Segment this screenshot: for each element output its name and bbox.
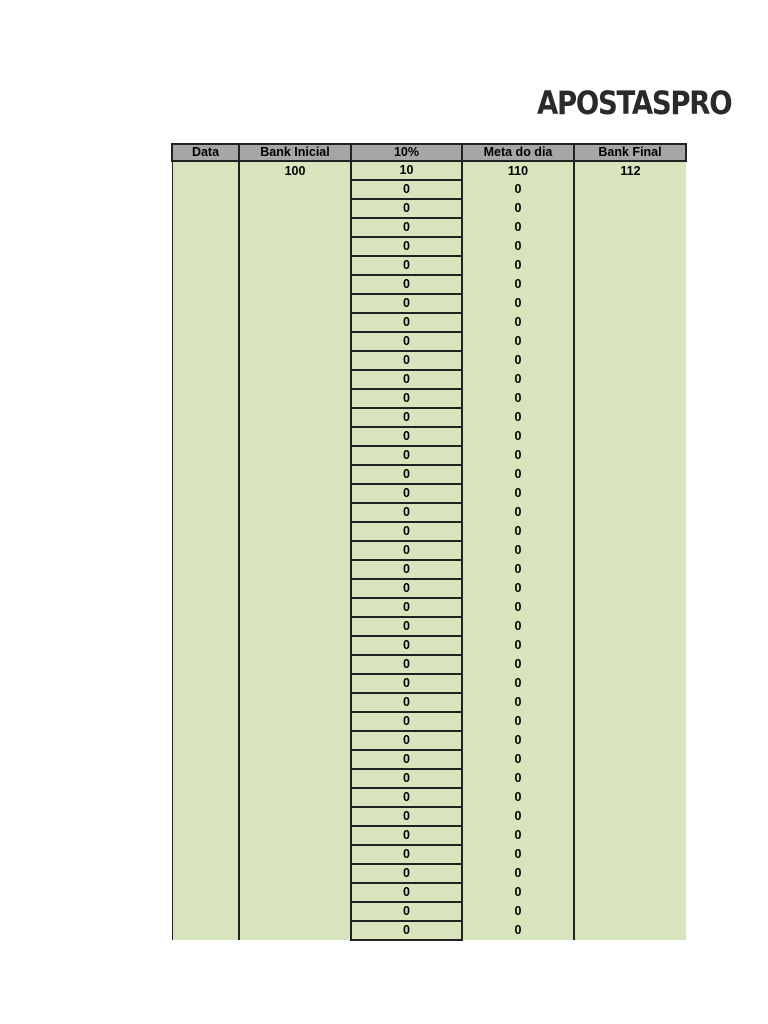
cell-data[interactable] [172, 427, 239, 446]
cell-data[interactable] [172, 161, 239, 180]
cell-bank-final[interactable] [574, 237, 686, 256]
cell-bank-final[interactable] [574, 579, 686, 598]
cell-pct[interactable]: 0 [351, 541, 462, 560]
cell-bank-inicial[interactable] [239, 712, 351, 731]
cell-bank-inicial[interactable] [239, 180, 351, 199]
cell-bank-final[interactable] [574, 712, 686, 731]
cell-meta-do-dia[interactable]: 0 [462, 731, 574, 750]
cell-bank-final[interactable] [574, 522, 686, 541]
cell-meta-do-dia[interactable]: 0 [462, 617, 574, 636]
cell-data[interactable] [172, 408, 239, 427]
cell-data[interactable] [172, 503, 239, 522]
cell-data[interactable] [172, 256, 239, 275]
cell-pct[interactable]: 0 [351, 883, 462, 902]
cell-meta-do-dia[interactable]: 0 [462, 598, 574, 617]
cell-meta-do-dia[interactable]: 0 [462, 636, 574, 655]
cell-data[interactable] [172, 313, 239, 332]
cell-data[interactable] [172, 370, 239, 389]
cell-meta-do-dia[interactable]: 0 [462, 389, 574, 408]
cell-pct[interactable]: 0 [351, 218, 462, 237]
cell-bank-final[interactable] [574, 731, 686, 750]
cell-meta-do-dia[interactable]: 0 [462, 427, 574, 446]
table-row [172, 750, 686, 769]
cell-bank-inicial[interactable] [239, 237, 351, 256]
cell-bank-inicial[interactable] [239, 769, 351, 788]
table-row [172, 883, 686, 902]
cell-meta-do-dia[interactable]: 0 [462, 845, 574, 864]
header-bank-final[interactable]: Bank Final [574, 144, 686, 161]
table-row [172, 617, 686, 636]
cell-pct[interactable]: 0 [351, 446, 462, 465]
cell-bank-final[interactable] [574, 484, 686, 503]
cell-pct[interactable]: 0 [351, 370, 462, 389]
header-data[interactable]: Data [172, 144, 239, 161]
cell-pct[interactable]: 0 [351, 503, 462, 522]
cell-data[interactable] [172, 579, 239, 598]
cell-meta-do-dia[interactable]: 0 [462, 294, 574, 313]
cell-bank-final[interactable] [574, 408, 686, 427]
cell-bank-inicial[interactable] [239, 826, 351, 845]
cell-data[interactable] [172, 883, 239, 902]
cell-meta-do-dia[interactable]: 0 [462, 237, 574, 256]
cell-data[interactable] [172, 446, 239, 465]
cell-data[interactable] [172, 750, 239, 769]
cell-meta-do-dia[interactable]: 0 [462, 655, 574, 674]
cell-bank-inicial[interactable] [239, 693, 351, 712]
cell-data[interactable] [172, 332, 239, 351]
cell-bank-inicial[interactable] [239, 408, 351, 427]
header-row [172, 144, 686, 161]
cell-bank-final[interactable]: 112 [574, 161, 686, 180]
cell-pct[interactable]: 0 [351, 180, 462, 199]
cell-bank-inicial[interactable] [239, 807, 351, 826]
cell-bank-final[interactable] [574, 655, 686, 674]
cell-bank-final[interactable] [574, 674, 686, 693]
cell-pct[interactable]: 0 [351, 921, 462, 940]
cell-data[interactable] [172, 826, 239, 845]
cell-bank-inicial[interactable] [239, 883, 351, 902]
cell-meta-do-dia[interactable]: 0 [462, 199, 574, 218]
cell-meta-do-dia[interactable]: 0 [462, 674, 574, 693]
cell-data[interactable] [172, 180, 239, 199]
cell-data[interactable] [172, 617, 239, 636]
cell-pct[interactable]: 0 [351, 465, 462, 484]
cell-meta-do-dia[interactable]: 0 [462, 522, 574, 541]
cell-bank-inicial[interactable] [239, 275, 351, 294]
cell-meta-do-dia[interactable]: 0 [462, 826, 574, 845]
cell-data[interactable] [172, 807, 239, 826]
table-row [172, 237, 686, 256]
cell-meta-do-dia[interactable]: 0 [462, 465, 574, 484]
table-row [172, 598, 686, 617]
cell-pct[interactable]: 0 [351, 389, 462, 408]
cell-meta-do-dia[interactable]: 0 [462, 902, 574, 921]
cell-bank-inicial[interactable] [239, 921, 351, 940]
table-row [172, 826, 686, 845]
cell-bank-final[interactable] [574, 807, 686, 826]
cell-meta-do-dia[interactable]: 0 [462, 503, 574, 522]
page-title: APOSTASPRO [537, 84, 732, 122]
cell-data[interactable] [172, 636, 239, 655]
cell-meta-do-dia[interactable]: 0 [462, 807, 574, 826]
cell-meta-do-dia[interactable]: 0 [462, 370, 574, 389]
cell-bank-inicial[interactable] [239, 522, 351, 541]
cell-bank-inicial[interactable] [239, 750, 351, 769]
cell-data[interactable] [172, 712, 239, 731]
cell-pct[interactable]: 0 [351, 598, 462, 617]
cell-bank-inicial[interactable] [239, 199, 351, 218]
cell-pct[interactable]: 0 [351, 275, 462, 294]
cell-data[interactable] [172, 275, 239, 294]
cell-bank-final[interactable] [574, 503, 686, 522]
cell-data[interactable] [172, 655, 239, 674]
cell-bank-inicial[interactable] [239, 674, 351, 693]
cell-data[interactable] [172, 218, 239, 237]
table-row [172, 712, 686, 731]
cell-pct[interactable]: 10 [351, 161, 462, 180]
cell-bank-final[interactable] [574, 465, 686, 484]
cell-bank-final[interactable] [574, 921, 686, 940]
cell-bank-final[interactable] [574, 636, 686, 655]
cell-pct[interactable]: 0 [351, 199, 462, 218]
cell-meta-do-dia[interactable]: 0 [462, 446, 574, 465]
cell-data[interactable] [172, 693, 239, 712]
cell-bank-final[interactable] [574, 256, 686, 275]
cell-bank-inicial[interactable] [239, 864, 351, 883]
cell-pct[interactable]: 0 [351, 845, 462, 864]
cell-data[interactable] [172, 351, 239, 370]
cell-bank-inicial[interactable] [239, 256, 351, 275]
cell-bank-inicial[interactable] [239, 218, 351, 237]
title-banner [537, 84, 732, 122]
table-body [172, 161, 686, 940]
cell-data[interactable] [172, 845, 239, 864]
table-row [172, 902, 686, 921]
cell-bank-inicial[interactable] [239, 845, 351, 864]
cell-data[interactable] [172, 389, 239, 408]
cell-data[interactable] [172, 921, 239, 940]
cell-bank-final[interactable] [574, 902, 686, 921]
cell-bank-final[interactable] [574, 826, 686, 845]
table-row [172, 541, 686, 560]
cell-bank-inicial[interactable] [239, 579, 351, 598]
cell-bank-inicial[interactable] [239, 465, 351, 484]
table-row [172, 560, 686, 579]
cell-data[interactable] [172, 731, 239, 750]
cell-pct[interactable]: 0 [351, 769, 462, 788]
betting-table [171, 143, 687, 941]
table-row [172, 218, 686, 237]
cell-pct[interactable]: 0 [351, 750, 462, 769]
cell-bank-inicial[interactable] [239, 313, 351, 332]
table-row [172, 351, 686, 370]
cell-data[interactable] [172, 788, 239, 807]
cell-bank-final[interactable] [574, 294, 686, 313]
table-row [172, 389, 686, 408]
cell-bank-inicial[interactable] [239, 294, 351, 313]
cell-bank-final[interactable] [574, 427, 686, 446]
cell-bank-final[interactable] [574, 560, 686, 579]
cell-data[interactable] [172, 294, 239, 313]
cell-meta-do-dia[interactable]: 0 [462, 256, 574, 275]
cell-pct[interactable]: 0 [351, 788, 462, 807]
cell-pct[interactable]: 0 [351, 560, 462, 579]
cell-pct[interactable]: 0 [351, 731, 462, 750]
table-row [172, 332, 686, 351]
cell-bank-inicial[interactable] [239, 332, 351, 351]
cell-pct[interactable]: 0 [351, 864, 462, 883]
cell-meta-do-dia[interactable]: 0 [462, 275, 574, 294]
cell-bank-inicial[interactable] [239, 636, 351, 655]
table-row [172, 731, 686, 750]
cell-meta-do-dia[interactable]: 110 [462, 161, 574, 180]
cell-bank-final[interactable] [574, 541, 686, 560]
cell-meta-do-dia[interactable]: 0 [462, 883, 574, 902]
cell-pct[interactable]: 0 [351, 484, 462, 503]
cell-bank-inicial[interactable] [239, 598, 351, 617]
table-row [172, 788, 686, 807]
cell-bank-inicial[interactable] [239, 351, 351, 370]
table-row [172, 484, 686, 503]
cell-pct[interactable]: 0 [351, 332, 462, 351]
cell-bank-final[interactable] [574, 275, 686, 294]
cell-data[interactable] [172, 769, 239, 788]
cell-pct[interactable]: 0 [351, 408, 462, 427]
cell-meta-do-dia[interactable]: 0 [462, 788, 574, 807]
cell-meta-do-dia[interactable]: 0 [462, 351, 574, 370]
cell-bank-final[interactable] [574, 864, 686, 883]
table-row [172, 845, 686, 864]
cell-bank-final[interactable] [574, 351, 686, 370]
cell-pct[interactable]: 0 [351, 674, 462, 693]
table-row [172, 655, 686, 674]
table-row [172, 674, 686, 693]
cell-pct[interactable]: 0 [351, 579, 462, 598]
cell-data[interactable] [172, 864, 239, 883]
cell-bank-final[interactable] [574, 446, 686, 465]
table-row [172, 522, 686, 541]
table-row [172, 446, 686, 465]
table-row [172, 503, 686, 522]
table-row [172, 693, 686, 712]
cell-pct[interactable]: 0 [351, 313, 462, 332]
cell-bank-inicial[interactable] [239, 427, 351, 446]
cell-meta-do-dia[interactable]: 0 [462, 180, 574, 199]
cell-meta-do-dia[interactable]: 0 [462, 750, 574, 769]
table-row [172, 294, 686, 313]
cell-meta-do-dia[interactable]: 0 [462, 921, 574, 940]
table-row [172, 161, 686, 180]
cell-meta-do-dia[interactable]: 0 [462, 313, 574, 332]
cell-pct[interactable]: 0 [351, 693, 462, 712]
cell-meta-do-dia[interactable]: 0 [462, 693, 574, 712]
table-row [172, 408, 686, 427]
cell-pct[interactable]: 0 [351, 902, 462, 921]
table-row [172, 465, 686, 484]
table-row [172, 275, 686, 294]
cell-bank-inicial[interactable] [239, 389, 351, 408]
table-row [172, 180, 686, 199]
cell-pct[interactable]: 0 [351, 826, 462, 845]
cell-data[interactable] [172, 465, 239, 484]
cell-pct[interactable]: 0 [351, 294, 462, 313]
cell-meta-do-dia[interactable]: 0 [462, 484, 574, 503]
cell-bank-final[interactable] [574, 883, 686, 902]
cell-bank-inicial[interactable] [239, 370, 351, 389]
header-meta-do-dia[interactable]: Meta do dia [462, 144, 574, 161]
cell-pct[interactable]: 0 [351, 617, 462, 636]
header-pct[interactable]: 10% [351, 144, 462, 161]
cell-bank-final[interactable] [574, 389, 686, 408]
cell-meta-do-dia[interactable]: 0 [462, 332, 574, 351]
cell-data[interactable] [172, 199, 239, 218]
cell-bank-final[interactable] [574, 788, 686, 807]
cell-meta-do-dia[interactable]: 0 [462, 560, 574, 579]
cell-bank-final[interactable] [574, 180, 686, 199]
cell-bank-inicial[interactable]: 100 [239, 161, 351, 180]
table-row [172, 864, 686, 883]
cell-data[interactable] [172, 522, 239, 541]
table-row [172, 579, 686, 598]
cell-bank-final[interactable] [574, 617, 686, 636]
cell-pct[interactable]: 0 [351, 427, 462, 446]
cell-pct[interactable]: 0 [351, 655, 462, 674]
cell-bank-inicial[interactable] [239, 731, 351, 750]
cell-data[interactable] [172, 484, 239, 503]
cell-bank-inicial[interactable] [239, 617, 351, 636]
cell-pct[interactable]: 0 [351, 712, 462, 731]
table-row [172, 636, 686, 655]
cell-data[interactable] [172, 598, 239, 617]
cell-pct[interactable]: 0 [351, 351, 462, 370]
table-row [172, 199, 686, 218]
cell-pct[interactable]: 0 [351, 256, 462, 275]
cell-pct[interactable]: 0 [351, 522, 462, 541]
cell-bank-inicial[interactable] [239, 655, 351, 674]
cell-bank-final[interactable] [574, 199, 686, 218]
table-row [172, 807, 686, 826]
cell-data[interactable] [172, 902, 239, 921]
header-bank-inicial[interactable]: Bank Inicial [239, 144, 351, 161]
cell-bank-inicial[interactable] [239, 560, 351, 579]
cell-meta-do-dia[interactable]: 0 [462, 579, 574, 598]
cell-meta-do-dia[interactable]: 0 [462, 408, 574, 427]
cell-bank-final[interactable] [574, 769, 686, 788]
cell-meta-do-dia[interactable]: 0 [462, 541, 574, 560]
table-row [172, 370, 686, 389]
cell-data[interactable] [172, 541, 239, 560]
cell-meta-do-dia[interactable]: 0 [462, 712, 574, 731]
cell-bank-final[interactable] [574, 313, 686, 332]
cell-meta-do-dia[interactable]: 0 [462, 864, 574, 883]
cell-bank-inicial[interactable] [239, 541, 351, 560]
cell-bank-inicial[interactable] [239, 503, 351, 522]
table-row [172, 769, 686, 788]
cell-bank-inicial[interactable] [239, 446, 351, 465]
cell-bank-final[interactable] [574, 598, 686, 617]
table-row [172, 313, 686, 332]
cell-meta-do-dia[interactable]: 0 [462, 769, 574, 788]
cell-bank-final[interactable] [574, 332, 686, 351]
cell-bank-final[interactable] [574, 218, 686, 237]
cell-bank-inicial[interactable] [239, 902, 351, 921]
table-row [172, 427, 686, 446]
table-row [172, 921, 686, 940]
cell-bank-inicial[interactable] [239, 484, 351, 503]
cell-meta-do-dia[interactable]: 0 [462, 218, 574, 237]
cell-bank-final[interactable] [574, 693, 686, 712]
table-row [172, 256, 686, 275]
cell-data[interactable] [172, 237, 239, 256]
cell-bank-final[interactable] [574, 845, 686, 864]
cell-data[interactable] [172, 674, 239, 693]
cell-pct[interactable]: 0 [351, 807, 462, 826]
cell-bank-final[interactable] [574, 750, 686, 769]
cell-pct[interactable]: 0 [351, 237, 462, 256]
cell-data[interactable] [172, 560, 239, 579]
cell-pct[interactable]: 0 [351, 636, 462, 655]
cell-bank-inicial[interactable] [239, 788, 351, 807]
cell-bank-final[interactable] [574, 370, 686, 389]
